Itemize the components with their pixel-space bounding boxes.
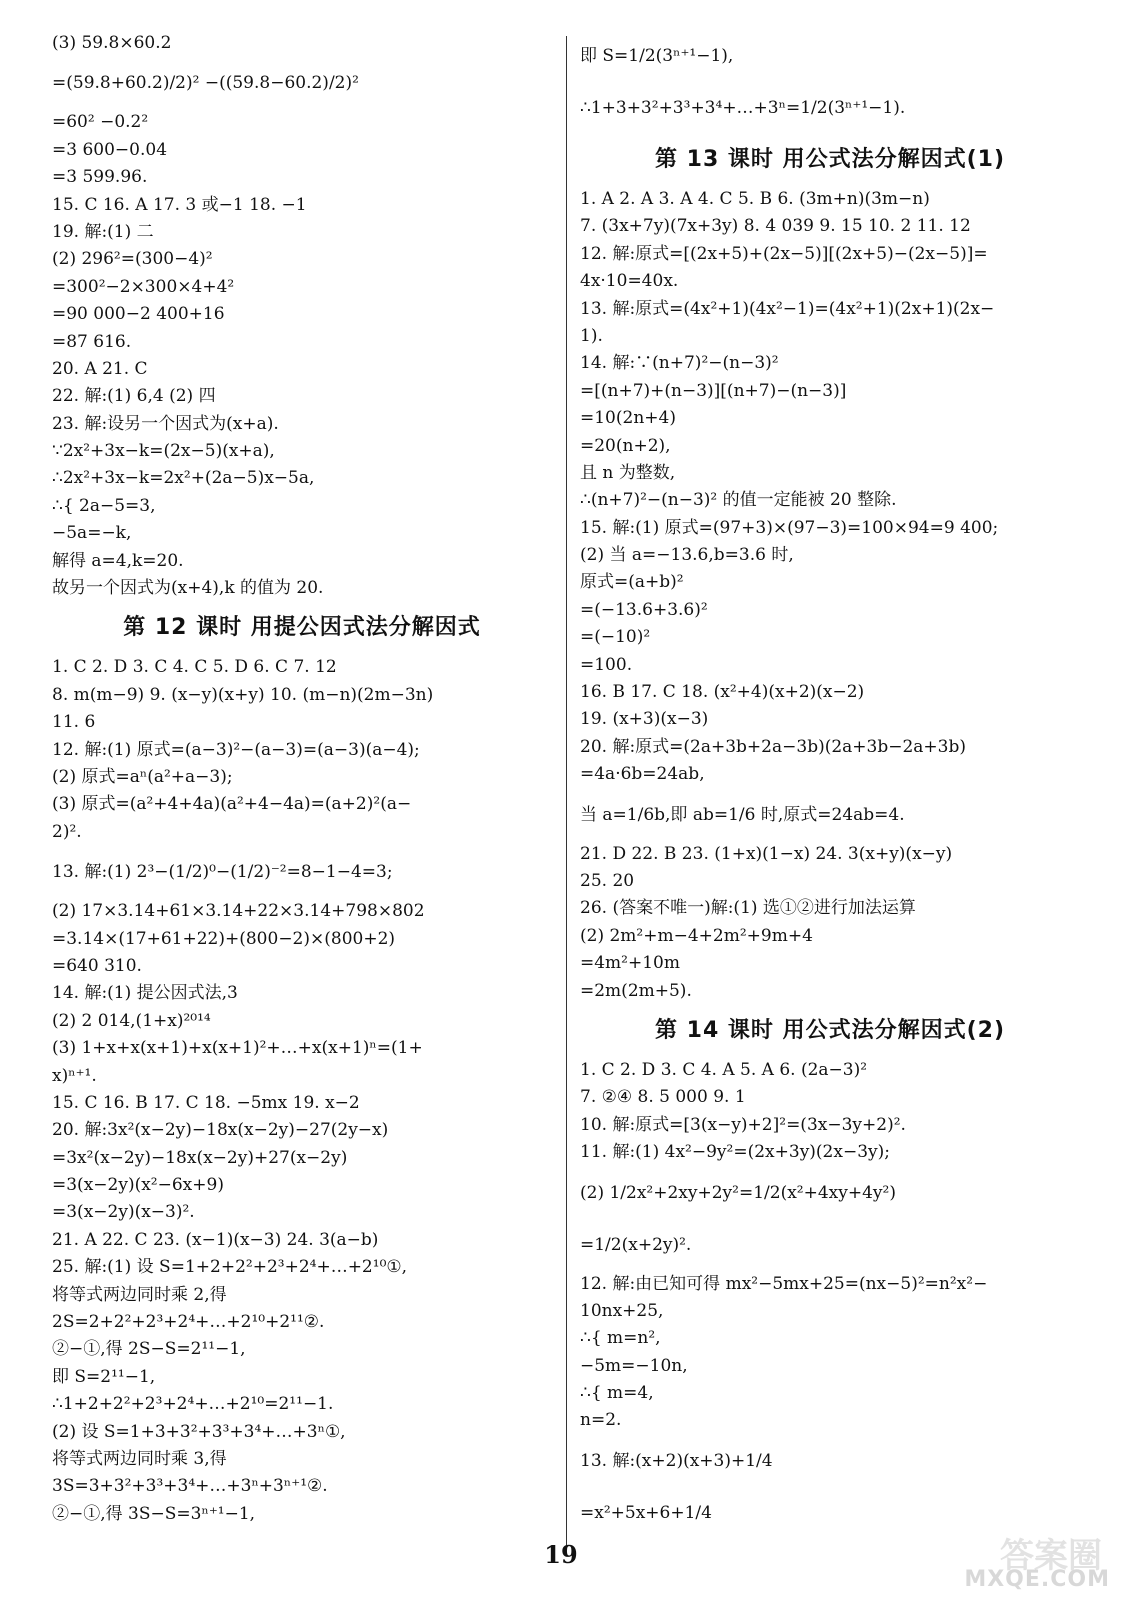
answer-line: 13. 解:原式=(4x²+1)(4x²−1)=(4x²+1)(2x+1)(2x− — [580, 298, 995, 319]
answer-line: x)ⁿ⁺¹. — [52, 1065, 97, 1086]
answer-line: =4a·6b=24ab, — [580, 764, 705, 785]
section-heading: 第 14 课时 用公式法分解因式(2) — [654, 1017, 1005, 1043]
answer-line: =(−13.6+3.6)² — [580, 599, 708, 620]
answer-line: 且 n 为整数, — [580, 462, 676, 483]
answer-line: 21. A 22. C 23. (x−1)(x−3) 24. 3(a−b) — [52, 1229, 379, 1250]
section-heading: 第 13 课时 用公式法分解因式(1) — [654, 147, 1005, 172]
answer-line: 20. 解:3x²(x−2y)−18x(x−2y)−27(2y−x) — [52, 1120, 389, 1141]
answer-line: 7. (3x+7y)(7x+3y) 8. 4 039 9. 15 10. 2 11. 12 — [580, 216, 971, 237]
answer-line: 20. 解:原式=(2a+3b+2a−3b)(2a+3b−2a+3b) — [580, 736, 967, 757]
answer-line: =3.14×(17+61+22)+(800−2)×(800+2) — [52, 928, 396, 949]
answer-line: =60² −0.2² — [52, 112, 149, 133]
answer-line: 将等式两边同时乘 2,得 — [52, 1284, 227, 1305]
answer-line: (3) 原式=(a²+4+4a)(a²+4−4a)=(a+2)²(a− — [52, 794, 412, 815]
answer-line: =100. — [580, 654, 633, 675]
answer-line: 16. B 17. C 18. (x²+4)(x+2)(x−2) — [580, 682, 865, 703]
answer-line: 19. (x+3)(x−3) — [580, 709, 709, 730]
left-column — [52, 30, 552, 1528]
answer-line: =87 616. — [52, 331, 132, 352]
answer-line: 2S=2+2²+2³+2⁴+…+2¹⁰+2¹¹②. — [52, 1312, 325, 1333]
answer-line: 26. (答案不唯一)解:(1) 选①②进行加法运算 — [580, 898, 916, 919]
answer-line: n=2. — [580, 1410, 622, 1431]
answer-line: (2) 原式=aⁿ(a²+a−3); — [52, 766, 233, 787]
answer-line: ∴1+3+3²+3³+3⁴+…+3ⁿ=1/2(3ⁿ⁺¹−1). — [580, 98, 906, 118]
answer-line: 23. 解:设另一个因式为(x+a). — [52, 413, 279, 434]
answer-line: =3 599.96. — [52, 167, 148, 188]
answer-line: =3 600−0.04 — [52, 139, 168, 160]
answer-line: 3S=3+3²+3³+3⁴+…+3ⁿ+3ⁿ⁺¹②. — [52, 1476, 328, 1497]
answer-line: 解得 a=4,k=20. — [52, 550, 184, 571]
answer-line: 故另一个因式为(x+4),k 的值为 20. — [52, 578, 324, 599]
answer-line: 4x·10=40x. — [580, 271, 679, 292]
answer-line: (2) 1/2x²+2xy+2y²=1/2(x²+4xy+4y²) — [580, 1182, 896, 1203]
answer-line: 原式=(a+b)² — [580, 572, 684, 593]
answer-line: 14. 解:(1) 提公因式法,3 — [52, 983, 238, 1004]
answer-line: ②−①,得 3S−S=3ⁿ⁺¹−1, — [52, 1503, 256, 1524]
answer-line: =[(n+7)+(n−3)][(n+7)−(n−3)] — [580, 380, 847, 401]
answer-line: 8. m(m−9) 9. (x−y)(x+y) 10. (m−n)(2m−3n) — [52, 684, 434, 705]
answer-line: 当 a=1/6b,即 ab=1/6 时,原式=24ab=4. — [580, 804, 905, 825]
right-column — [580, 30, 1080, 1539]
answer-line: 1). — [580, 325, 603, 346]
answer-line: 10. 解:原式=[3(x−y)+2]²=(3x−3y+2)². — [580, 1114, 906, 1135]
answer-line: ∴(n+7)²−(n−3)² 的值一定能被 20 整除. — [580, 490, 897, 511]
watermark-logo: 答案圈 — [1000, 1536, 1102, 1576]
answer-line: (2) 2m²+m−4+2m²+9m+4 — [580, 925, 813, 946]
answer-line: =4m²+10m — [580, 953, 680, 974]
answer-line: 25. 20 — [580, 870, 635, 891]
answer-line: =3x²(x−2y)−18x(x−2y)+27(x−2y) — [52, 1147, 348, 1168]
answer-line: =x²+5x+6+1/4 — [580, 1502, 712, 1523]
answer-line: 19. 解:(1) 二 — [52, 221, 154, 242]
answer-line: (3) 1+x+x(x+1)+x(x+1)²+…+x(x+1)ⁿ=(1+ — [52, 1038, 423, 1059]
answer-line: =90 000−2 400+16 — [52, 304, 225, 325]
answer-line: −5a=−k, — [52, 523, 132, 544]
page-number: 19 — [544, 1540, 578, 1569]
answer-line: ∴{ 2a−5=3, — [52, 495, 156, 516]
answer-line: 1. A 2. A 3. A 4. C 5. B 6. (3m+n)(3m−n) — [580, 189, 930, 209]
answer-line: 1. C 2. D 3. C 4. A 5. A 6. (2a−3)² — [580, 1059, 868, 1080]
answer-line: 2)². — [52, 821, 82, 842]
answer-line: (2) 设 S=1+3+3²+3³+3⁴+…+3ⁿ①, — [52, 1421, 346, 1442]
answer-line: (2) 17×3.14+61×3.14+22×3.14+798×802 — [52, 901, 425, 922]
answer-line: 13. 解:(x+2)(x+3)+1/4 — [580, 1450, 773, 1471]
answer-line: 25. 解:(1) 设 S=1+2+2²+2³+2⁴+…+2¹⁰①, — [52, 1257, 408, 1278]
answer-line: 11. 解:(1) 4x²−9y²=(2x+3y)(2x−3y); — [580, 1142, 890, 1163]
answer-line: 10nx+25, — [580, 1300, 664, 1321]
answer-line: =(59.8+60.2)/2)² −((59.8−60.2)/2)² — [52, 73, 359, 94]
answer-line: ∴2x²+3x−k=2x²+(2a−5)x−5a, — [52, 468, 315, 489]
answer-line: 15. C 16. A 17. 3 或−1 18. −1 — [52, 194, 307, 215]
answer-line: (2) 296²=(300−4)² — [52, 249, 213, 270]
answer-line: =640 310. — [52, 955, 142, 976]
answer-line: =300²−2×300×4+4² — [52, 276, 235, 297]
answer-line: (3) 59.8×60.2 — [52, 33, 172, 53]
answer-line: ∴{ m=4, — [580, 1383, 654, 1404]
answer-line: 15. C 16. B 17. C 18. −5mx 19. x−2 — [52, 1092, 360, 1113]
answer-line: 7. ②④ 8. 5 000 9. 1 — [580, 1087, 746, 1108]
section-heading: 第 12 课时 用提公因式法分解因式 — [123, 615, 481, 641]
answer-line: 22. 解:(1) 6,4 (2) 四 — [52, 386, 216, 407]
answer-line: =3(x−2y)(x²−6x+9) — [52, 1175, 224, 1196]
answer-line: ∴{ m=n², — [580, 1328, 661, 1349]
answer-line: 12. 解:由已知可得 mx²−5mx+25=(nx−5)²=n²x²− — [580, 1273, 988, 1294]
answer-line: 14. 解:∵(n+7)²−(n−3)² — [580, 353, 779, 374]
answer-line: (2) 当 a=−13.6,b=3.6 时, — [580, 545, 794, 566]
watermark — [900, 1528, 1110, 1592]
column-divider — [566, 36, 567, 1546]
answer-line: 15. 解:(1) 原式=(97+3)×(97−3)=100×94=9 400; — [580, 517, 999, 538]
answer-line: =(−10)² — [580, 627, 651, 648]
answer-line: 11. 6 — [52, 712, 96, 733]
answer-line: 12. 解:(1) 原式=(a−3)²−(a−3)=(a−3)(a−4); — [52, 739, 420, 760]
watermark-text: MXQE.COM — [964, 1567, 1110, 1592]
answer-line: =1/2(x+2y)². — [580, 1234, 692, 1255]
answer-line: 将等式两边同时乘 3,得 — [52, 1448, 227, 1469]
answer-line: 1. C 2. D 3. C 4. C 5. D 6. C 7. 12 — [52, 657, 337, 678]
answer-line: ∴1+2+2²+2³+2⁴+…+2¹⁰=2¹¹−1. — [52, 1394, 334, 1415]
answer-line: =2m(2m+5). — [580, 980, 692, 1001]
answer-line: =3(x−2y)(x−3)². — [52, 1202, 195, 1223]
answer-line: 20. A 21. C — [52, 358, 148, 379]
answer-line: 即 S=2¹¹−1, — [52, 1366, 156, 1387]
answer-line: −5m=−10n, — [580, 1355, 688, 1376]
answer-line: ②−①,得 2S−S=2¹¹−1, — [52, 1339, 246, 1360]
answer-line: 12. 解:原式=[(2x+5)+(2x−5)][(2x+5)−(2x−5)]= — [580, 243, 988, 264]
answer-line: ∵2x²+3x−k=(2x−5)(x+a), — [52, 441, 275, 462]
answer-line: 13. 解:(1) 2³−(1/2)⁰−(1/2)⁻²=8−1−4=3; — [52, 862, 393, 883]
answer-line: 即 S=1/2(3ⁿ⁺¹−1), — [580, 46, 734, 66]
answer-line: (2) 2 014,(1+x)²⁰¹⁴ — [52, 1010, 211, 1031]
answer-line: =20(n+2), — [580, 435, 671, 456]
answer-line: =10(2n+4) — [580, 408, 676, 429]
answer-line: 21. D 22. B 23. (1+x)(1−x) 24. 3(x+y)(x−y) — [580, 843, 953, 864]
